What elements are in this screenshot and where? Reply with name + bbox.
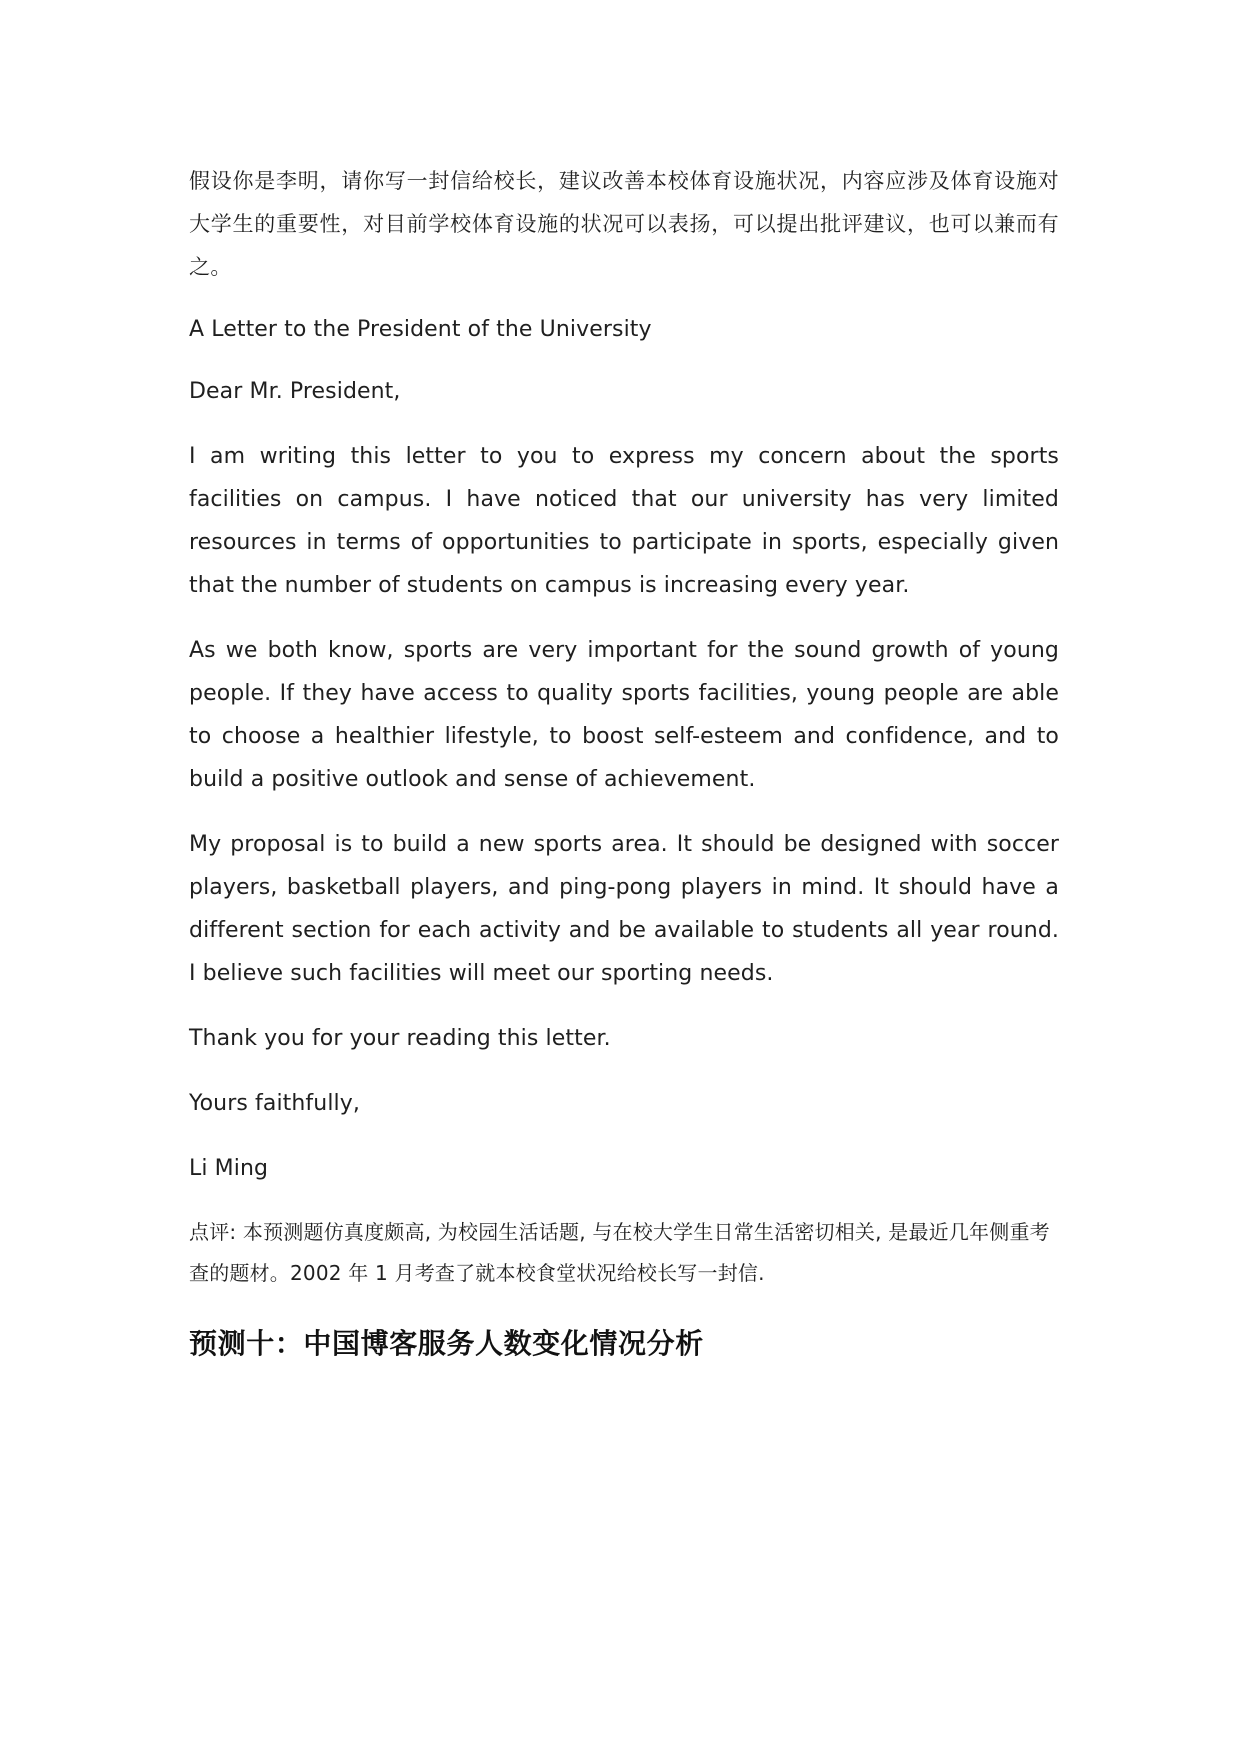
letter-paragraph-1: I am writing this letter to you to express my concern about the sports facilities on campus. I have noticed that our university has very limited resources in terms of opportunities to participate in sports, especially given that the number of students on campus is increasing every year. [189,444,1059,598]
letter-paragraph-2: As we both know, sports are very important for the sound growth of young people. If they have access to quality sports facilities, young people are able to choose a healthier lifestyle, to boost self-esteem and confidence, and to build a positive outlook and sense of achievement. [189,638,1059,792]
document-page [189,160,1059,1364]
letter-title: A Letter to the President of the University [189,317,652,342]
letter-signature: Li Ming [189,1156,269,1181]
section-heading: 预测十：中国博客服务人数变化情况分析 [189,1327,704,1360]
letter-thanks: Thank you for your reading this letter. [189,1026,611,1051]
letter-closing: Yours faithfully, [189,1091,360,1116]
editor-comment: 点评: 本预测题仿真度颇高, 为校园生活话题, 与在校大学生日常生活密切相关, 是最近几年侧重考查的题材。2002 年 1 月考查了就本校食堂状况给校长写一封信. [189,1220,1050,1285]
letter-paragraph-3: My proposal is to build a new sports area. It should be designed with soccer players, basketball players, and ping-pong players in mind. It should have a different section for each activity and be available to students all year round. I believe such facilities will meet our sporting needs. [189,832,1059,986]
letter-salutation: Dear Mr. President, [189,379,401,404]
writing-prompt: 假设你是李明，请你写一封信给校长，建议改善本校体育设施状况，内容应涉及体育设施对大学生的重要性，对目前学校体育设施的状况可以表扬，可以提出批评建议，也可以兼而有之。 [189,169,1059,279]
